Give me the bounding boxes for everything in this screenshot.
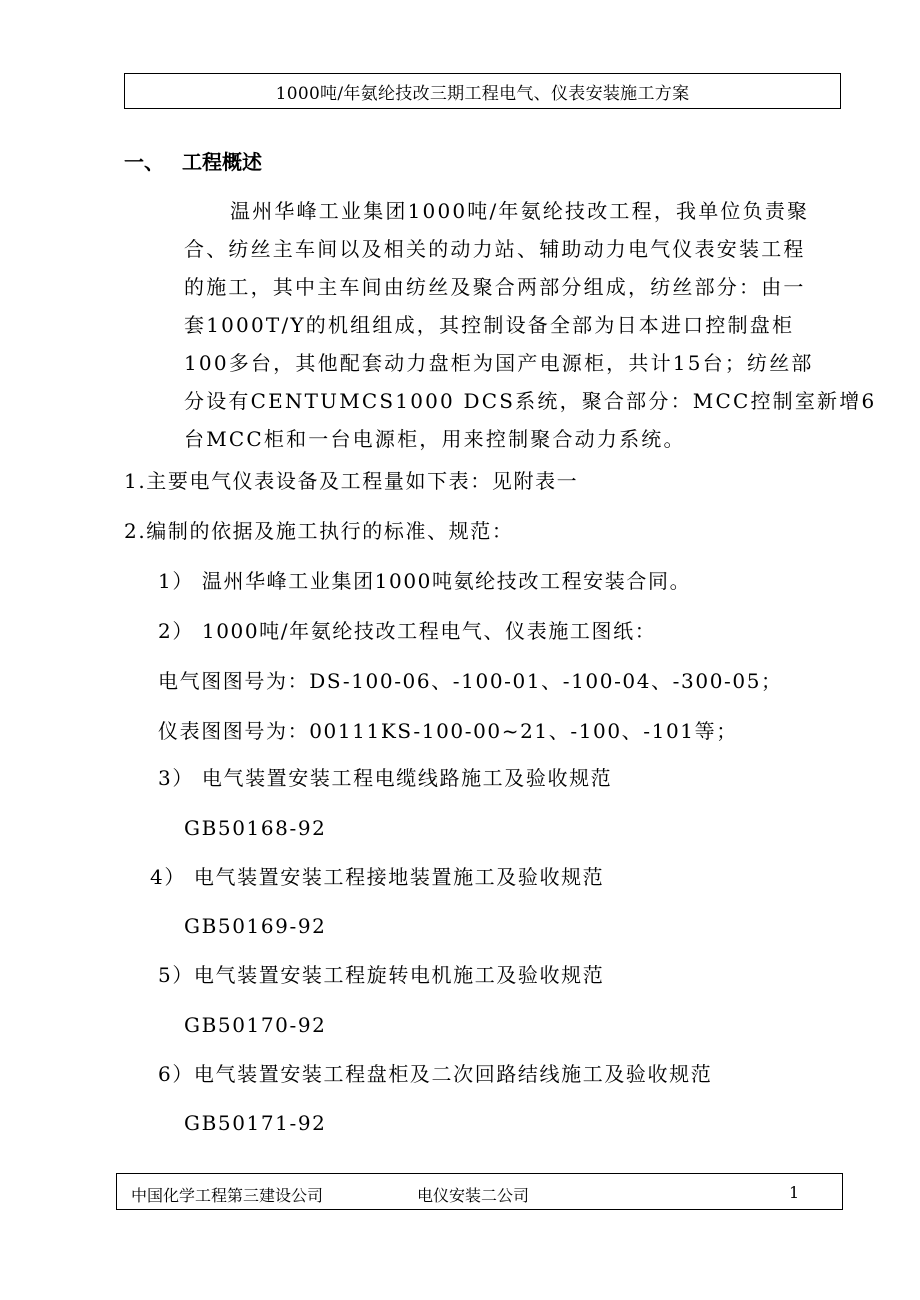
standard-code: GB50171-92 [184, 1111, 327, 1135]
document-title: 1000吨/年氨纶技改三期工程电气、仪表安装施工方案 [275, 83, 690, 104]
page-number: 1 [789, 1183, 800, 1202]
footer-department: 电仪安装二公司 [417, 1186, 530, 1205]
paragraph-line: 合、纺丝主车间以及相关的动力站、辅助动力电气仪表安装工程 [184, 237, 806, 261]
sub-item-5: 5）电气装置安装工程旋转电机施工及验收规范 [158, 963, 605, 987]
sub-item-4: 4） 电气装置安装工程接地装置施工及验收规范 [150, 865, 605, 889]
paragraph-line: 100多台，其他配套动力盘柜为国产电源柜，共计15台；纺丝部 [184, 351, 814, 375]
section-heading [124, 146, 262, 175]
sub-item-6: 6）电气装置安装工程盘柜及二次回路结线施工及验收规范 [158, 1062, 713, 1086]
list-item-1: 1.主要电气仪表设备及工程量如下表：见附表一 [124, 469, 579, 493]
document-footer [116, 1173, 843, 1210]
standard-code: GB50168-92 [184, 816, 327, 840]
standard-code: GB50170-92 [184, 1013, 327, 1037]
instrument-drawing-numbers: 仪表图图号为：00111KS-100-00~21、-100、-101等； [158, 719, 738, 743]
overview-paragraph [184, 192, 877, 458]
section-title: 工程概述 [182, 150, 262, 174]
paragraph-line: 分设有CENTUMCS1000 DCS系统，聚合部分：MCC控制室新增6 [184, 389, 877, 413]
electrical-drawing-numbers: 电气图图号为：DS-100-06、-100-01、-100-04、-300-05； [158, 669, 783, 693]
document-header [124, 73, 841, 109]
paragraph-line: 的施工，其中主车间由纺丝及聚合两部分组成，纺丝部分：由一 [184, 275, 806, 299]
list-item-2: 2.编制的依据及施工执行的标准、规范： [124, 519, 514, 543]
sub-item-3: 3） 电气装置安装工程电缆线路施工及验收规范 [158, 766, 613, 790]
sub-item-2: 2） 1000吨/年氨纶技改工程电气、仪表施工图纸： [158, 619, 657, 643]
standard-code: GB50169-92 [184, 914, 327, 938]
paragraph-line: 台MCC柜和一台电源柜，用来控制聚合动力系统。 [184, 427, 686, 451]
paragraph-line: 套1000T/Y的机组组成，其控制设备全部为日本进口控制盘柜 [184, 313, 795, 337]
section-number: 一、 [124, 150, 164, 174]
footer-company: 中国化学工程第三建设公司 [131, 1186, 324, 1205]
paragraph-line: 温州华峰工业集团1000吨/年氨纶技改工程，我单位负责聚 [230, 199, 810, 223]
sub-item-1: 1） 温州华峰工业集团1000吨氨纶技改工程安装合同。 [158, 569, 692, 593]
